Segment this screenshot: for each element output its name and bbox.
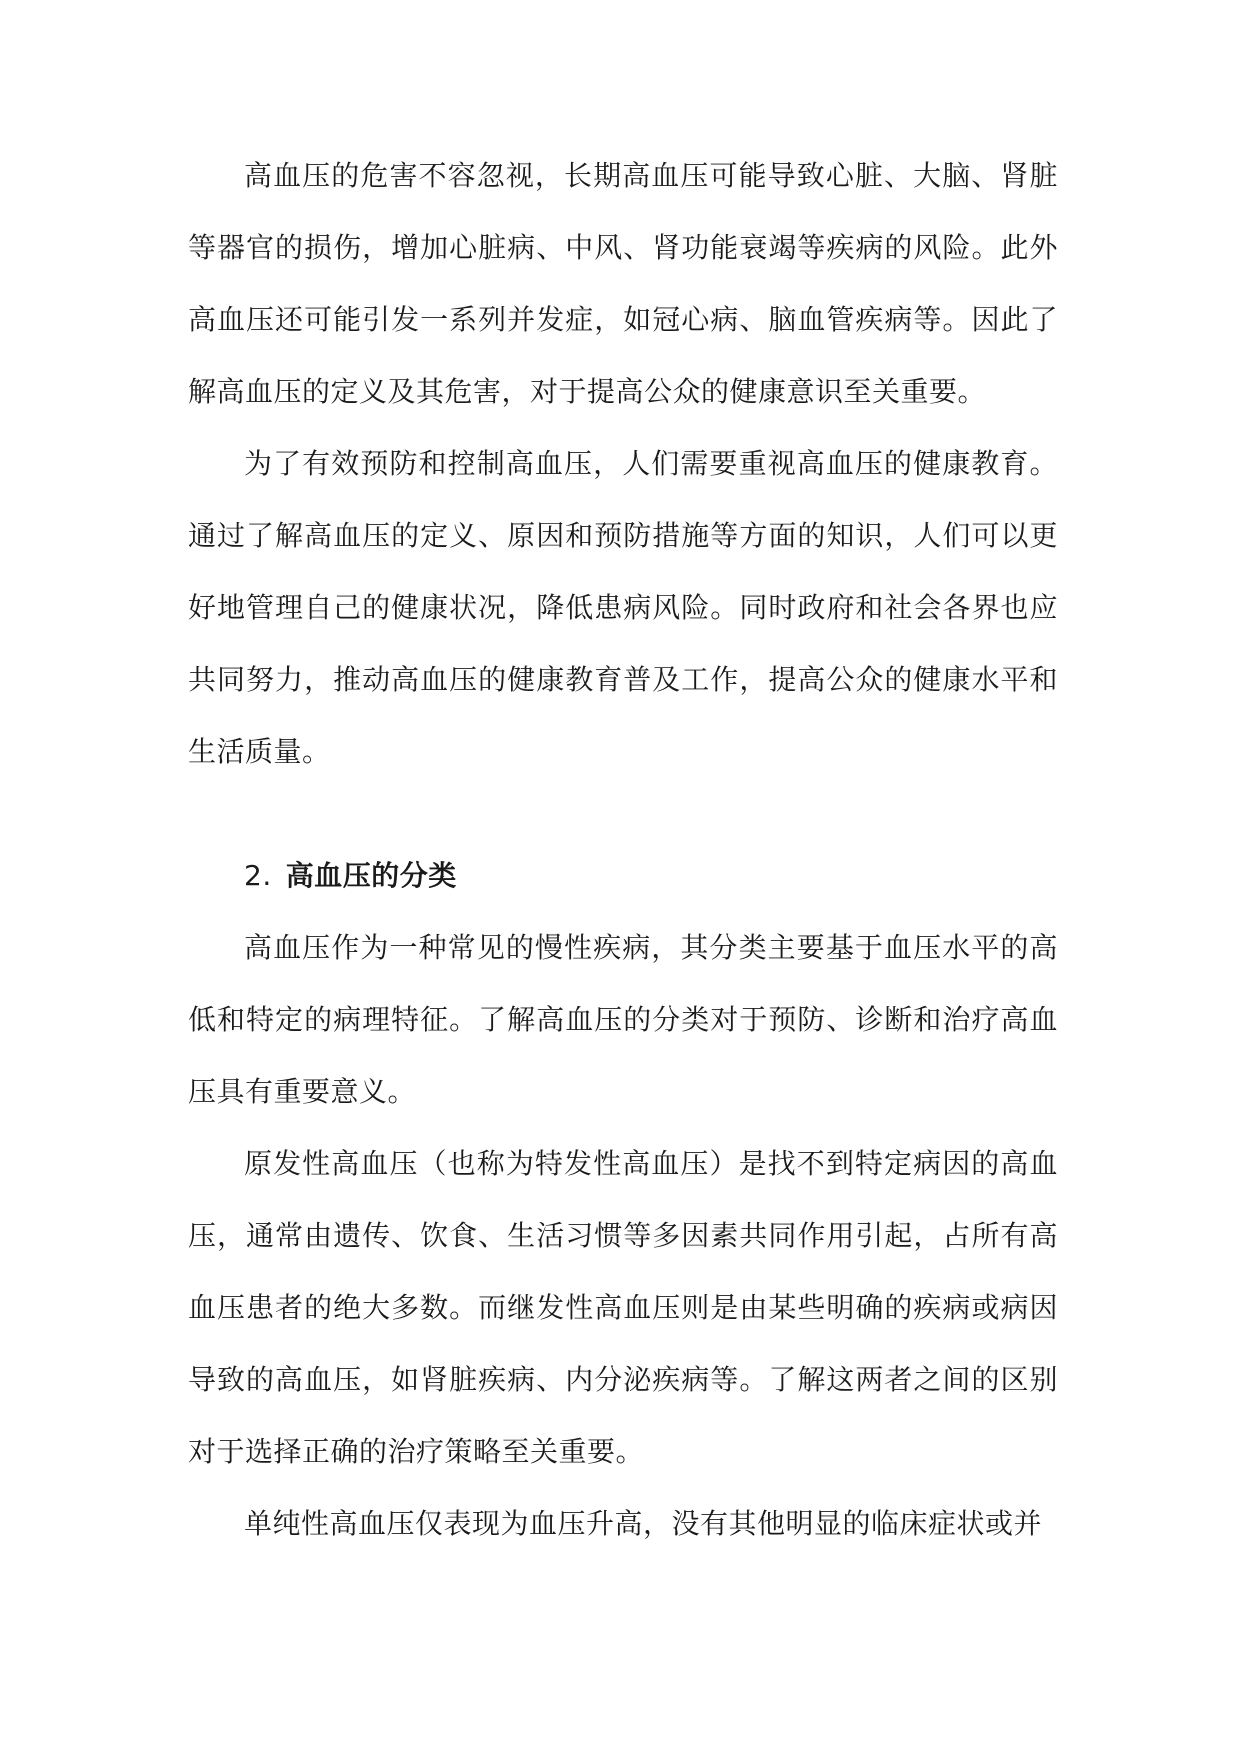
paragraph-simple-hypertension: 单纯性高血压仅表现为血压升高，没有其他明显的临床症状或并 (244, 1507, 1043, 1540)
section-title: 高血压的分类 (285, 859, 457, 892)
section-number: 2. (244, 859, 272, 892)
paragraph-hypertension-harm: 高血压的危害不容忽视，长期高血压可能导致心脏、大脑、肾脏等器官的损伤，增加心脏病、中风、肾功能衰竭等疾病的风险。此外高血压还可能引发一系列并发症，如冠心病、脑血管疾病等。因此了解高血压的定义及其危害，对于提高公众的健康意识至关重要。 (188, 159, 1058, 408)
section-heading (188, 840, 1058, 912)
paragraph-health-education: 为了有效预防和控制高血压，人们需要重视高血压的健康教育。通过了解高血压的定义、原因和预防措施等方面的知识，人们可以更好地管理自己的健康状况，降低患病风险。同时政府和社会各界也应共同努力，推动高血压的健康教育普及工作，提高公众的健康水平和生活质量。 (188, 447, 1058, 768)
paragraph-primary-secondary: 原发性高血压（也称为特发性高血压）是找不到特定病因的高血压，通常由遗传、饮食、生活习惯等多因素共同作用引起，占所有高血压患者的绝大多数。而继发性高血压则是由某些明确的疾病或病因导致的高血压，如肾脏疾病、内分泌疾病等。了解这两者之间的区别对于选择正确的治疗策略至关重要。 (188, 1147, 1058, 1468)
document-body (188, 140, 1058, 1560)
paragraph-classification-intro: 高血压作为一种常见的慢性疾病，其分类主要基于血压水平的高低和特定的病理特征。了解高血压的分类对于预防、诊断和治疗高血压具有重要意义。 (188, 931, 1058, 1108)
